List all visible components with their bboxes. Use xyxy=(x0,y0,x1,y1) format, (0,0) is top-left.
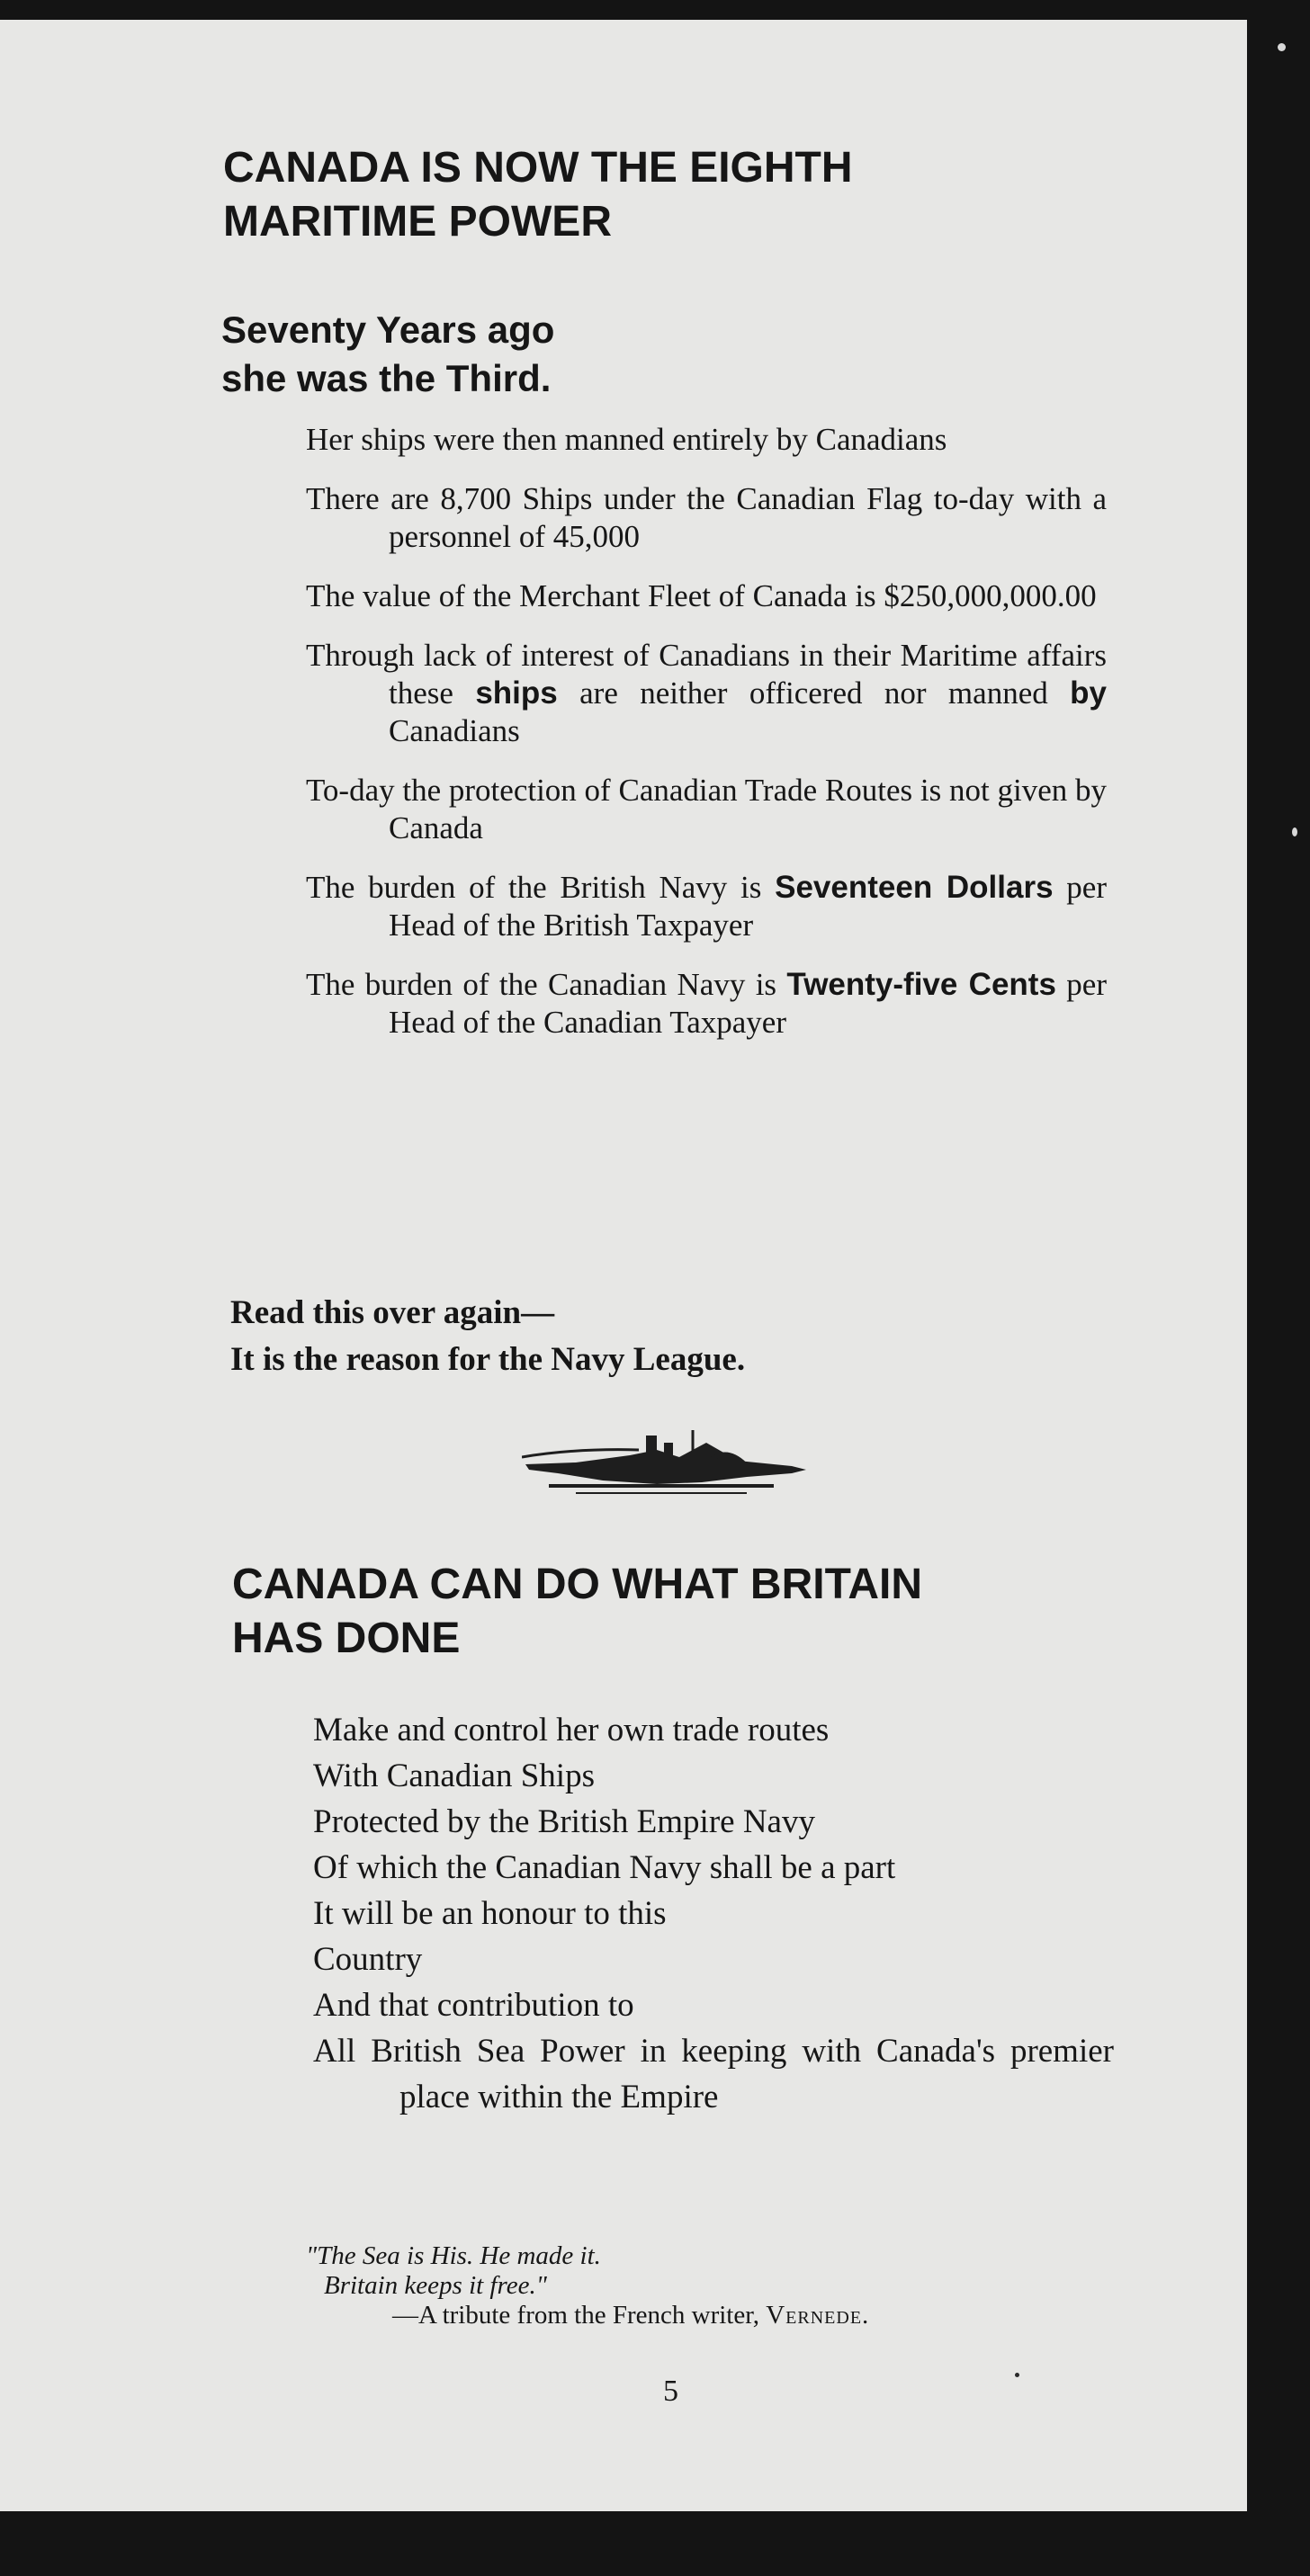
closing-quote xyxy=(306,2241,1116,2330)
aim-line: All British Sea Power in keeping with Canada's premier place within the Empire xyxy=(313,2033,1114,2115)
fact-item: The value of the Merchant Fleet of Canada is $250,000,000.00 xyxy=(306,578,1097,613)
closing-line-2: It is the reason for the Navy League. xyxy=(230,1341,746,1378)
aim-line: Of which the Canadian Navy shall be a part xyxy=(313,1849,896,1886)
aim-line: Country xyxy=(313,1941,423,1978)
scan-mark xyxy=(1292,827,1297,836)
aim-line: It will be an honour to this xyxy=(313,1895,667,1932)
fact-item: The burden of the British Navy is Seventeen Dollars per Head of the British Taxpayer xyxy=(306,870,1107,943)
closing-statement xyxy=(230,1290,1040,1383)
heading-line-1: CANADA CAN DO WHAT BRITAIN xyxy=(232,1561,923,1608)
subheading-line-1: Seventy Years ago xyxy=(221,309,555,351)
quote-attribution: —A tribute from the French writer, Vernede. xyxy=(392,2301,870,2330)
fact-item: Her ships were then manned entirely by Canadians xyxy=(306,422,947,457)
fact-item: To-day the protection of Canadian Trade Routes is not given by Canada xyxy=(306,773,1107,845)
document-page xyxy=(0,20,1247,2511)
heading-line-1: CANADA IS NOW THE EIGHTH xyxy=(223,144,853,192)
subheading-line-2: she was the Third. xyxy=(221,357,552,399)
aim-line: And that contribution to xyxy=(313,1987,634,2024)
section1-subheading xyxy=(221,306,851,403)
ink-speck xyxy=(1015,2373,1019,2377)
fact-item: Through lack of interest of Canadians in their Maritime affairs these ships are neither officered nor manned by Canadians xyxy=(306,638,1107,748)
fact-item: The burden of the Canadian Navy is Twenty-five Cents per Head of the Canadian Taxpayer xyxy=(306,967,1107,1040)
page-number: 5 xyxy=(663,2375,678,2408)
closing-line-1: Read this over again— xyxy=(230,1294,555,1331)
facts-list xyxy=(306,421,1107,1063)
fact-item: There are 8,700 Ships under the Canadian Flag to-day with a personnel of 45,000 xyxy=(306,481,1107,554)
aim-line: Make and control her own trade routes xyxy=(313,1712,830,1749)
aims-list xyxy=(313,1707,1114,2120)
scan-mark xyxy=(1278,43,1286,51)
quote-line-2: Britain keeps it free." xyxy=(324,2271,547,2300)
quote-line-1: "The Sea is His. He made it. xyxy=(306,2241,601,2270)
steamship-icon xyxy=(522,1430,810,1511)
heading-line-2: MARITIME POWER xyxy=(223,198,612,246)
aim-line: With Canadian Ships xyxy=(313,1758,595,1794)
section1-heading xyxy=(223,141,1123,249)
aim-line: Protected by the British Empire Navy xyxy=(313,1803,815,1840)
section2-heading xyxy=(232,1558,1132,1666)
heading-line-2: HAS DONE xyxy=(232,1614,461,1662)
